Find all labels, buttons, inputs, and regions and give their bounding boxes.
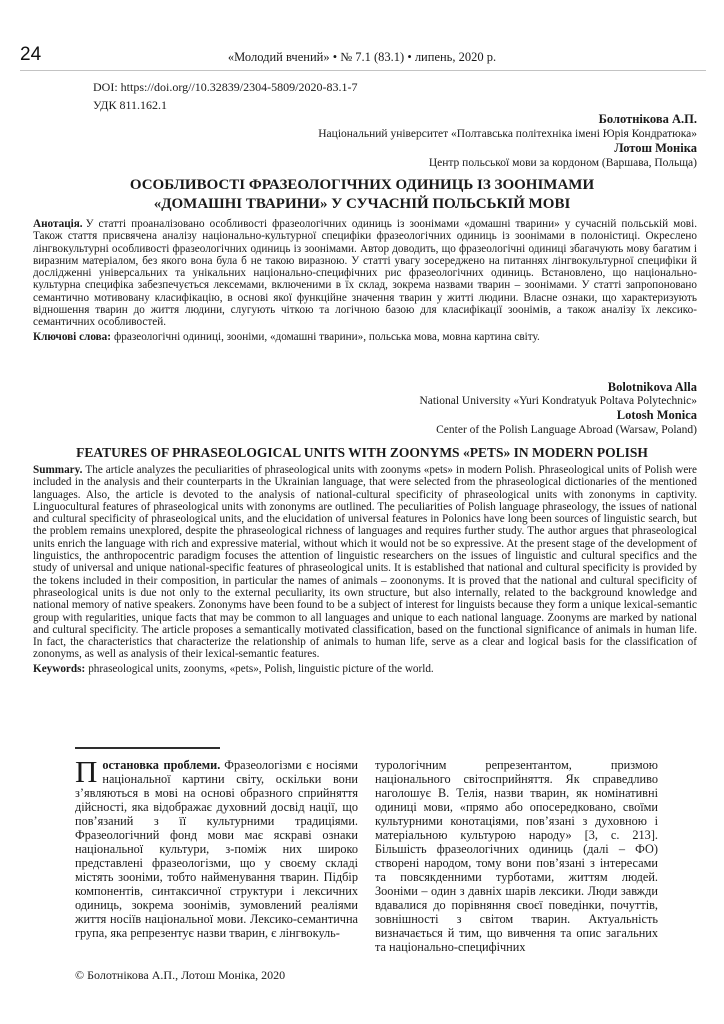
header-rule (20, 70, 706, 71)
author-name: Болотнікова А.П. (598, 112, 697, 126)
author-affiliation: Центр польської мови за кордоном (Варшава, Польща) (428, 156, 697, 169)
keywords-uk-text: фразеологічні одиниці, зооніми, «домашні тварини», польська мова, мовна картина світу. (114, 330, 540, 343)
keywords-uk-label: Ключові слова: (33, 330, 112, 343)
body-paragraph (375, 758, 658, 954)
abstract-uk-label: Анотація. (33, 218, 83, 230)
author-name: Лотош Моніка (614, 141, 697, 156)
body-column-right (375, 758, 658, 954)
running-head: «Молодий вчений» • № 7.1 (83.1) • липень, 2020 р. (227, 50, 497, 64)
udc: УДК 811.162.1 (93, 98, 168, 112)
page-number: 24 (20, 44, 42, 65)
summary-en-block (33, 464, 697, 677)
author-affiliation-en: National University «Yuri Kondratyuk Poltava Polytechnic» (419, 395, 697, 408)
authors-uk-block (318, 112, 697, 170)
article-title-uk (35, 176, 689, 214)
keywords-en-text: phraseological units, zoonyms, «pets», Polish, linguistic picture of the world. (88, 662, 434, 675)
abstract-uk-text: У статті проаналізовано особливості фразеологічних одиниць із зоонімами «домашні тварини» у сучасній польській мові. Також стаття присвячена аналізу національно-культурної специфіки фразеологічних одиниць із зоонімами в полоністиці. Окреслено лінгвокультурні особливості фразеологічних одиниць із зоонімами. Автор доводить, що фразеологічні одиниці збагачують мову багатим і виразним матеріалом, без якого вона була б не такою виразною. У статті увагу зосереджено на питаннях лінгвокультурної специфіки й дослідженні універсальних та унікальних національно-специфічних рис фразеологічних одиниць. Встановлено, що національно-культурна специфіка забезпечується лексемами, включеними в їх склад, зокрема назвами тварин – зоонімами. У статті запропоновано семантично мотивовану класифікацію, в основі якої функційне значення тварин у житті людини. Власне ознаки, що характеризують відношення тварин до життя людини, слугують чіткою та логічною базою для класифікації зоонімів, а також аналізу їх лексико-семантичних особливостей. (33, 218, 697, 329)
body-columns (75, 754, 658, 954)
footer-copyright: © Болотнікова А.П., Лотош Моніка, 2020 (75, 968, 286, 982)
summary-en (33, 464, 697, 661)
summary-en-text: The article analyzes the peculiarities of phraseological units with zoonyms «pets» in modern Polish. Phraseological units of Polish were included in the analysis and their counterparts in the Ukrainian language, that were selected from the phraseological dictionaries of the mentioned languages. Also, the article is devoted to the analysis of national-cultural specificity of phraseological units with zononyms in captivity. Linguocultural features of phraseological units with zononyms are outlined. The peculiarities of Polish language phraseology, the issues of national and cultural specificity of phraseological units, and the elucidation of universal features in Polonics have long been sources of linguistic search, but the problem remains unexplored, despite the phraseological richness of languages and requires further study. The author argues that phraseological units enrich the language with rich and expressive material, without which it would not be so expressive. At the present stage of the development of linguistics, the anthropocentric paradigm focuses the attention of linguistic researchers on the issues of linguistic and cultural specifics and the study of universal and unique national-specific features of phraseological units. It is established that national and cultural specificity is provided by the tokens included in their composition, in particular the names of animals – zoononyms. It is proved that the national and cultural specificity of phraseological units is due not only to the external peculiarity, its own structure, but also internally, related to the background knowledge and national memory of native speakers. Zononyms have been found to be a subject of interest for linguists because they form a unique lexical-semantic group with regularities, unique facts that may be common to all languages and unique to each national language. Zoonyms are marked by national and cultural specificity. The article proposes a semantically motivated classification, based on the functional significance of animals in human life. In fact, the characteristics that characterize the relationship of animals to human life, serve as a clear and logical basis for the classification of zononyms, as well as analysis of their lexical-semantic features. (33, 464, 697, 661)
body-text-left: Фразеологізми є носіями національної картини світу, оскільки вони з’являються в мові на основі образного сприйняття дійсності, яка відображає духовний досвід нації, що пов’язаний з її культурними традиціями. Фразеологічний фонд мови має яскраві ознаки національної культури, з-поміж них широко представлені фразеологізми, що у своєму складі містять зооніми, тобто найменування тварин. Підбір компонентів, синтаксичної структури і лексичних одиниць, зокрема зоонімів, зумовлений реаліями життя носіїв національної мови. Лексико-семантична група, яка репрезентує назви тварин, є лінгвокуль- (75, 758, 358, 940)
article-title-en: FEATURES OF PHRASEOLOGICAL UNITS WITH ZOONYMS «PETS» IN MODERN POLISH (76, 445, 648, 460)
abstract-uk (33, 218, 697, 329)
section-heading: остановка проблеми. (102, 758, 221, 772)
article-title-uk-line1: ОСОБЛИВОСТІ ФРАЗЕОЛОГІЧНИХ ОДИНИЦЬ ІЗ ЗООНІМАМИ (129, 177, 595, 193)
body-paragraph (75, 754, 358, 940)
author-affiliation: Національний університет «Полтавська політехніка імені Юрія Кондратюка» (318, 127, 697, 140)
abstract-uk-block (33, 218, 697, 345)
doi: DOI: https://doi.org//10.32839/2304-5809/2020-83.1-7 (93, 80, 358, 94)
author-name-en: Lotosh Monica (616, 408, 697, 423)
author-affiliation-en: Center of the Polish Language Abroad (Warsaw, Poland) (436, 423, 697, 436)
drop-cap: П (75, 754, 98, 789)
article-title-uk-line2: «ДОМАШНІ ТВАРИНИ» У СУЧАСНІЙ ПОЛЬСЬКІЙ МОВІ (153, 196, 571, 212)
keywords-en (33, 663, 697, 675)
authors-en-block (419, 380, 697, 437)
keywords-en-label: Keywords: (33, 662, 86, 675)
keywords-uk (33, 331, 697, 343)
footnote-divider (75, 747, 220, 749)
author-name-en: Bolotnikova Alla (607, 380, 697, 394)
body-column-left (75, 754, 358, 954)
body-text-right: турологічним репрезентантом, призмою національного світосприйняття. Як справедливо наголошує В. Телія, назви тварин, як номінативні одиниці мови, «прямо або опосередковано, своїми культурними конотаціями, пов’язані з духовною і матеріальною культурою народу» [3, с. 213]. Більшість фразеологічних одиниць (далі – ФО) створені народом, тому вони пов’язані з інтересами та повсякденними турботами, життям людей. Зооніми – один з давніх шарів лексики. Люди завжди вдавалися до порівняння своєї поведінки, почуттів, зовнішності з світом тварин. Актуальність визначається й тим, що вивчення та опис загальних та національно-специфічних (375, 758, 658, 954)
summary-en-label: Summary. (33, 464, 83, 476)
